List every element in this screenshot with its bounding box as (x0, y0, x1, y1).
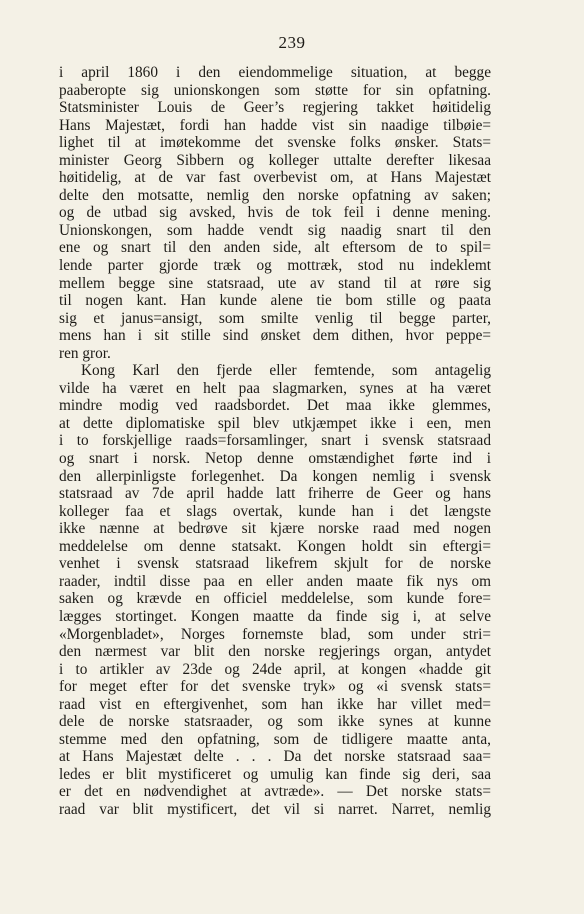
text-line: minister Georg Sibbern og kolleger uttalte derefter likesaa (59, 151, 491, 169)
text-line: sig et janus=ansigt, som smilte venlig til begge parter, (59, 309, 491, 327)
text-line: høitidelig, at de var fast overbevist om, at Hans Majestæt (59, 169, 491, 187)
text-line: at dette diplomatiske spil blev utkjæmpet ikke i een, men (59, 414, 491, 432)
text-line: stemme med den opfatning, som de tidligere maatte anta, (59, 730, 491, 748)
text-line: er det en nødvendighet at avtræde». — Det norske stats= (59, 783, 491, 801)
text-line: venhet i svensk statsraad likefrem skjult for de norske (59, 555, 491, 573)
text-line: mindre modig ved raadsbordet. Det maa ikke glemmes, (59, 397, 491, 415)
text-line: delte den motsatte, nemlig den norske opfatning av saken; (59, 186, 491, 204)
text-line: vilde ha været en helt paa slagmarken, synes at ha været (59, 379, 491, 397)
text-line: i to forskjellige raads=forsamlinger, snart i svensk statsraad (59, 432, 491, 450)
text-line: ikke nænne at bedrøve sit kjære norske raad med nogen (59, 520, 491, 538)
body-text (59, 64, 491, 819)
text-line: i to artikler av 23de og 24de april, at kongen «hadde git (59, 660, 491, 678)
text-line: Hans Majestæt, fordi han hadde vist sin naadige tilbøie= (59, 116, 491, 134)
text-line: raad var blit mystificert, det vil si narret. Narret, nemlig (59, 800, 491, 818)
text-line: ledes er blit mystificeret og umulig kan finde sig deri, saa (59, 765, 491, 783)
text-line: statsraad av 7de april hadde latt friherre de Geer og hans (59, 485, 491, 503)
text-line: Statsminister Louis de Geer’s regjering takket høitidelig (59, 99, 491, 117)
text-line: ene og snart til den anden side, alt eftersom de to spil= (59, 239, 491, 257)
text-line: ren gror. (59, 344, 111, 362)
text-line: kolleger faa et slags overtak, kunde han i det længste (59, 502, 491, 520)
text-line: at Hans Majestæt delte . . . Da det norske statsraad saa= (59, 748, 491, 766)
text-line: saken og krævde en officiel meddelelse, som kunde fore= (59, 590, 491, 608)
text-line: paaberopte sig unionskongen som støtte for sin opfatning. (59, 81, 491, 99)
text-line: raader, indtil disse paa en eller anden maate fik nys om (59, 572, 491, 590)
text-line: lægges stortinget. Kongen maatte da finde sig i, at selve (59, 607, 491, 625)
text-line: den nærmest var blit den norske regjerings organ, antydet (59, 643, 491, 661)
text-line: til nogen kant. Han kunde alene tie bom stille og paata (59, 292, 491, 310)
text-line: raad vist en eftergivenhet, som han ikke har villet med= (59, 695, 491, 713)
text-line: Unionskongen, som hadde vendt sig naadig snart til den (59, 221, 491, 239)
text-line: den allerpinligste forlegenhet. Da kongen nemlig i svensk (59, 467, 491, 485)
text-line: «Morgenbladet», Norges fornemste blad, som under stri= (59, 625, 491, 643)
text-line: mellem begge sine statsraad, ute av stand til at røre sig (59, 274, 491, 292)
text-line: Kong Karl den fjerde eller femtende, som antagelig (81, 362, 491, 380)
text-line: og de utbad sig avsked, hvis de tok feil i denne mening. (59, 204, 491, 222)
text-line: og snart i norsk. Netop denne omstændighet førte ind i (59, 450, 491, 468)
text-line: i april 1860 i den eiendommelige situation, at begge (59, 64, 491, 81)
text-line: lende parter gjorde træk og mottræk, stod nu indeklemt (59, 257, 491, 275)
page-number: 239 (278, 33, 306, 52)
text-line: meddelelse om denne statsakt. Kongen holdt sin eftergi= (59, 537, 491, 555)
text-line: mens han i sit stille sind ønsket dem dithen, hvor peppe= (59, 327, 491, 345)
text-line: for meget efter for det svenske tryk» og «i svensk stats= (59, 678, 491, 696)
text-line: lighet til at imøtekomme det svenske folks ønsker. Stats= (59, 134, 491, 152)
text-line: dele de norske statsraader, og som ikke synes at kunne (59, 713, 491, 731)
